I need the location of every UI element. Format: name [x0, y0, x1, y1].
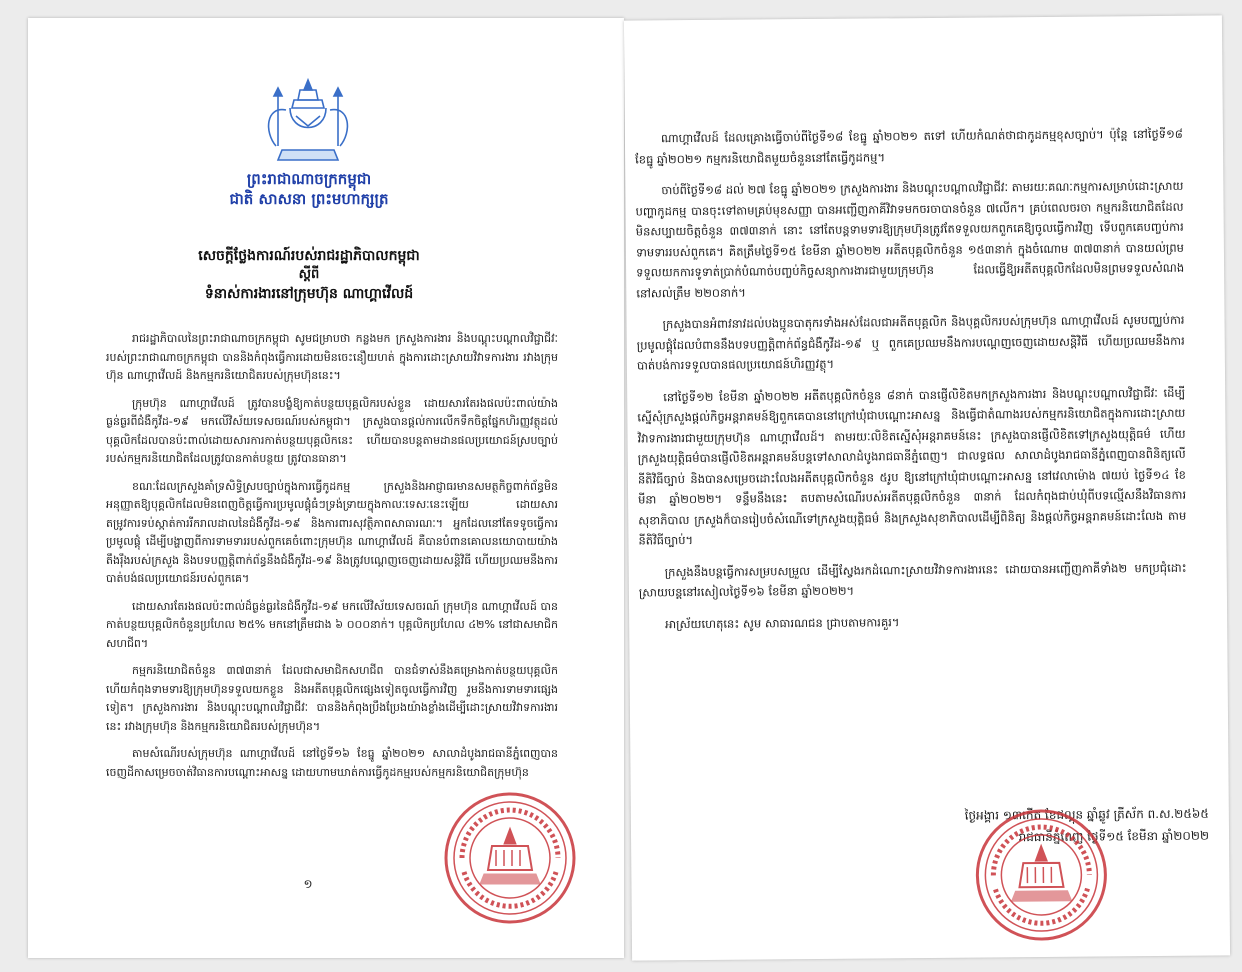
kingdom-name: ព្រះរាជាណាចក្រកម្ពុជា — [246, 170, 372, 188]
place-date-line: រាជធានីភ្នំពេញ ថ្ងៃទី១៥ ខែមីនា ឆ្នាំ២០២២ — [1018, 828, 1210, 845]
paragraph: អាស្រ័យហេតុនេះ សូម សាធារណជន ជ្រាបតាមការគួរ។ — [665, 614, 900, 631]
paragraph: ក្រសួងបានអំពាវនាវដល់បងប្អូនបាតុករទាំងអស់ដែលជាអតីតបុគ្គលិក និងបុគ្គលិករបស់ក្រុមហ៊ុន ណាហ្គាវើលដ៍ សូមបញ្ឈប់ការប្រមូលផ្តុំដែលបំពាននឹងបទបញ្ញត្តិពាក់ព័ន្ធជំងឺកូវីដ-១៩ ឬ ពួកគេប្រឈមនឹងការបណ្តេញចេញដោយសន្តិវិធី ហើយប្រឈមនឹងការបាត់បង់ការទទួលបានផលប្រយោជន៍ហិរញ្ញវត្ថុ។ — [636, 312, 1185, 373]
statement-subject: ទំនាស់ការងារនៅក្រុមហ៊ុន ណាហ្គាវើលដ៍ — [204, 286, 414, 302]
official-seal-icon — [971, 804, 1112, 945]
page-number: ១ — [303, 877, 313, 891]
lunar-date-line: ថ្ងៃអង្គារ ១៣កើត ខែផល្គុន ឆ្នាំឆ្លូវ ត្រីស័ក ព.ស.២៥៦៥ — [964, 806, 1209, 823]
document-page-right — [624, 15, 1230, 960]
national-motto: ជាតិ សាសនា ព្រះមហាក្សត្រ — [229, 190, 389, 208]
paragraph: រាជរដ្ឋាភិបាលនៃព្រះរាជាណាចក្រកម្ពុជា សូមជម្រាបថា កន្លងមក ក្រសួងការងារ និងបណ្តុះបណ្តាលវិជ្ជាជីវៈរបស់ព្រះរាជាណាចក្រកម្ពុជា បាននិងកំពុងធ្វើការដោយមិនចេះនឿយហត់ ក្នុងការដោះស្រាយវិវាទការងារ រវាងក្រុមហ៊ុន ណាហ្គាវើលដ៍ និងកម្មករនិយោជិតរបស់ក្រុមហ៊ុននេះ។ — [106, 332, 558, 382]
paragraph: ក្រសួងនឹងបន្តធ្វើការសម្របសម្រួល ដើម្បីស្វែងរកដំណោះស្រាយវិវាទការងារនេះ ដោយបានអញ្ជើញភាគីទាំង២ មកប្រជុំដោះស្រាយបន្តនៅរសៀលថ្ងៃទី១៦ ខែមីនា ឆ្នាំ២០២២។ — [638, 560, 1187, 600]
paragraph: តាមសំណើរបស់ក្រុមហ៊ុន ណាហ្គាវើលដ៍ នៅថ្ងៃទី១៦ ខែធ្នូ ឆ្នាំ២០២១ សាលាដំបូងរាជធានីភ្នំពេញបានចេញដីកាសម្រេចចាត់វិធានការបណ្តោះអាសន្ន ដោយហាមឃាត់ការធ្វើកូដកម្មរបស់កម្មករនិយោជិតក្រុមហ៊ុន — [106, 747, 558, 779]
paragraph: ណាហ្គាវើលដ៍ ដែលគ្រោងធ្វើចាប់ពីថ្ងៃទី១៨ ខែធ្នូ ឆ្នាំ២០២១ តទៅ ហើយកំណត់ថាជាកូដកម្មខុសច្បាប់។ ប៉ុន្តែ នៅថ្ងៃទី១៨ ខែធ្នូ ឆ្នាំ២០២១ កម្មករនិយោជិតមួយចំនួននៅតែធ្វើកូដកម្ម។ — [635, 126, 1183, 167]
statement-title: សេចក្តីថ្លែងការណ៍របស់រាជរដ្ឋាភិបាលកម្ពុជា — [198, 248, 420, 264]
paragraph: ខណៈដែលក្រសួងគាំទ្រសិទ្ធិស្របច្បាប់ក្នុងការធ្វើកូដកម្ម ក្រសួងនិងអាជ្ញាធរមានសមត្ថកិច្ចពាក់ព័ន្ធមិនអនុញ្ញាតឱ្យបុគ្គលិកដែលមិនពេញចិត្តធ្វើការប្រមូលផ្តុំធំៗទ្រង់ទ្រាយក្នុងកាលៈទេសៈនេះឡើយ ដោយសារតម្រូវការទប់ស្កាត់ការរីករាលដាលនៃជំងឺកូវីដ-១៩ និងការពារសុវត្ថិភាពសាធារណៈ។ អ្នកដែលនៅតែទទូចធ្វើការប្រមូលផ្តុំ ដើម្បីបង្ហាញពីការទាមទាររបស់ពួកគេចំពោះក្រុមហ៊ុន ណាហ្គាវើលដ៍ គឺបានបំពានគោលនយោបាយយ៉ាងតឹងរ៉ឹងរបស់ក្រសួង និងបទបញ្ញត្តិពាក់ព័ន្ធនឹងជំងឺកូវីដ-១៩ និងត្រូវបណ្តេញចេញដោយសន្តិវិធី ហើយប្រឈមនឹងការបាត់បង់ផលប្រយោជន៍របស់ពួកគេ។ — [106, 479, 558, 585]
paragraph: កម្មករនិយោជិតចំនួន ៣៧៣នាក់ ដែលជាសមាជិកសហជីព បានជំទាស់នឹងគម្រោងកាត់បន្ថយបុគ្គលិក ហើយកំពុងទាមទារឱ្យក្រុមហ៊ុនទទួលយកខ្លួន និងអតីតបុគ្គលិកផ្សេងទៀតចូលធ្វើការវិញ រួមនឹងការទាមទារផ្សេងទៀត។ ក្រសួងការងារ និងបណ្តុះបណ្តាលវិជ្ជាជីវៈ បាននិងកំពុងប្រឹងប្រែងយ៉ាងខ្លាំងដើម្បីដោះស្រាយវិវាទការងារនេះ រវាងក្រុមហ៊ុន និងកម្មករនិយោជិតរបស់ក្រុមហ៊ុន។ — [106, 664, 558, 733]
paragraph: ដោយសារតែរងផលប៉ះពាល់ដ៏ធ្ងន់ធ្ងរនៃជំងឺកូវីដ-១៩ មកលើវិស័យទេសចរណ៍ ក្រុមហ៊ុន ណាហ្គាវើលដ៍ បានកាត់បន្ថយបុគ្គលិកចំនួនប្រហែល ២៥% មកនៅត្រឹមជាង ៦ ០០០នាក់។ បុគ្គលិកប្រហែល ៤២% នៅជាសមាជិកសហជីព។ — [106, 599, 558, 650]
royal-emblem-icon — [260, 76, 356, 166]
official-seal-icon — [440, 788, 580, 928]
body-text-right — [635, 124, 1188, 761]
statement-title-connector: ស្តីពី — [298, 267, 320, 282]
document-page-left — [28, 18, 624, 958]
paragraph: នៅថ្ងៃទី១២ ខែមីនា ឆ្នាំ២០២២ អតីតបុគ្គលិកចំនួន ៨នាក់ បានផ្ញើលិខិតមកក្រសួងការងារ និងបណ្តុះបណ្តាលវិជ្ជាជីវៈ ដើម្បីស្នើសុំក្រសួងផ្តល់កិច្ចអន្តរាគមន៍ឱ្យពួកគេបាននៅក្រៅឃុំជាបណ្តោះអាសន្ន និងធ្វើជាតំណាងរបស់កម្មករនិយោជិតក្នុងការដោះស្រាយវិវាទការងារជាមួយក្រុមហ៊ុន ណាហ្គាវើលដ៍។ តាមរយៈលិខិតស្នើសុំអន្តរាគមន៍នេះ ក្រសួងបានផ្ញើលិខិតទៅក្រសួងយុត្តិធម៌ ហើយក្រសួងយុត្តិធម៌បានផ្ញើលិខិតអន្តរាគមន៍បន្តទៅសាលាដំបូងរាជធានីភ្នំពេញ។ ជាលទ្ធផល សាលាដំបូងរាជធានីភ្នំពេញបានពិនិត្យលើនីតិវិធីច្បាប់ និងបានសម្រេចដោះលែងអតីតបុគ្គលិកចំនួន ៥រូប ឱ្យនៅក្រៅឃុំជាបណ្តោះអាសន្ន នៅវេលាម៉ោង ៧យប់ ថ្ងៃទី១៤ ខែមីនា ឆ្នាំ២០២២។ ទន្ទឹមនឹងនេះ តបតាមសំណើរបស់អតីតបុគ្គលិកចំនួន ៣នាក់ ដែលកំពុងជាប់ឃុំពីបទល្មើសនឹងវិធានការសុខាភិបាល ក្រសួងក៏បានរៀបចំសំណើទៅក្រសួងយុត្តិធម៌ និងក្រសួងសុខាភិបាលដើម្បីពិនិត្យ និងផ្តល់កិច្ចអន្តរាគមន៍ដោះលែង តាមនីតិវិធីច្បាប់។ — [637, 385, 1187, 548]
paragraph: ចាប់ពីថ្ងៃទី១៨ ដល់ ២៧ ខែធ្នូ ឆ្នាំ២០២១ ក្រសួងការងារ និងបណ្តុះបណ្តាលវិជ្ជាជីវៈ តាមរយៈគណៈកម្មការសម្រាប់ដោះស្រាយបញ្ហាកូដកម្ម បានចុះទៅតាមគ្រប់មុខសញ្ញា បានអញ្ជើញភាគីវិវាទមកចរចាបានចំនួន ៧លើក។ គ្រប់ពេលចរចា កម្មករនិយោជិតដែលមិនសប្បាយចិត្តចំនួន ៣៧៣នាក់ នោះ នៅតែបន្តទាមទារឱ្យក្រុមហ៊ុនត្រូវតែទទួលយកពួកគេឱ្យចូលធ្វើការវិញ ទើបពួកគេបញ្ចប់ការទាមទាររបស់ពួកគេ។ គិតត្រឹមថ្ងៃទី១៥ ខែមីនា ឆ្នាំ២០២២ អតីតបុគ្គលិកចំនួន ១៥៣នាក់ ក្នុងចំណោម ៣៧៣នាក់ បានយល់ព្រមទទួលយកការទូទាត់ប្រាក់បំណាច់បញ្ចប់កិច្ចសន្យាការងារជាមួយក្រុមហ៊ុន ដែលធ្វើឱ្យអតីតបុគ្គលិកដែលមិនព្រមទទួលសំណងនៅសល់ត្រឹម ២២០នាក់។ — [635, 178, 1185, 301]
paragraph: ក្រុមហ៊ុន ណាហ្គាវើលដ៍ ត្រូវបានបង្ខំឱ្យកាត់បន្ថយបុគ្គលិករបស់ខ្លួន ដោយសារតែរងផលប៉ះពាល់យ៉ាងធ្ងន់ធ្ងរពីជំងឺកូវីដ-១៩ មកលើវិស័យទេសចរណ៍របស់កម្ពុជា។ ក្រសួងបានផ្តល់ការលើកទឹកចិត្តផ្នែកហិរញ្ញវត្ថុដល់បុគ្គលិកដែលបានប៉ះពាល់ដោយសារការកាត់បន្ថយបុគ្គលិកនេះ ហើយបានបន្តតាមដានផលប្រយោជន៍ស្របច្បាប់របស់កម្មករនិយោជិតដែលត្រូវបានកាត់បន្ថយ ត្រូវបានធានា។ — [106, 396, 558, 465]
